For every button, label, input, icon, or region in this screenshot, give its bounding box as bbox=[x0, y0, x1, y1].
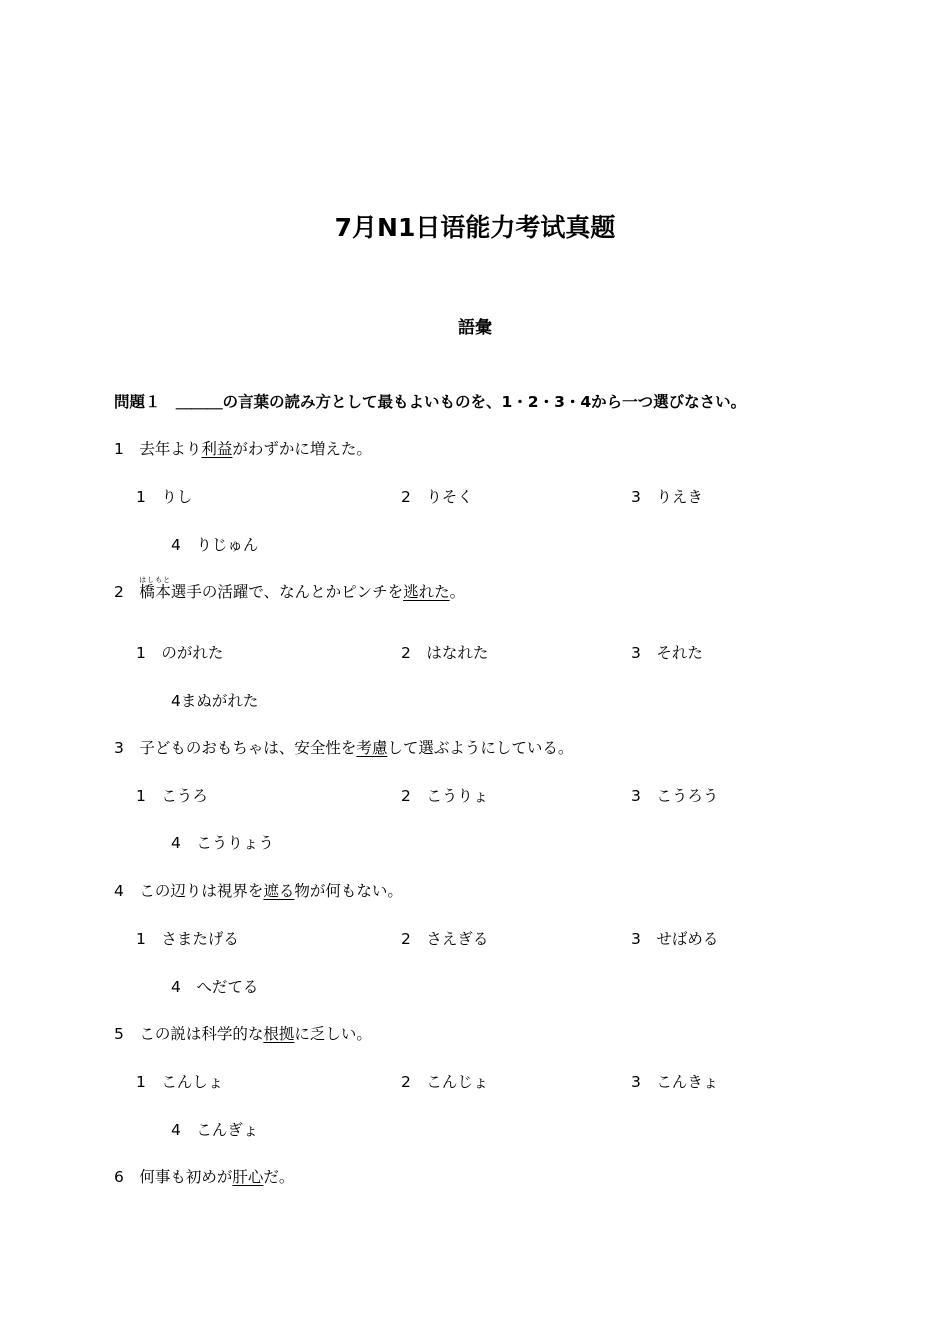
question-target-word: 根拠 bbox=[263, 1025, 295, 1043]
question-number: 2 bbox=[114, 583, 124, 601]
ruby-word bbox=[139, 576, 172, 601]
option-2: 2 はなれた bbox=[401, 644, 489, 662]
option-3: 3 こうろう bbox=[631, 787, 719, 805]
option-3: 3 りえき bbox=[631, 488, 703, 506]
option-1: 1 さまたげる bbox=[136, 930, 239, 948]
option-3: 3 こんきょ bbox=[631, 1073, 719, 1091]
question-text-after: だ。 bbox=[263, 1168, 295, 1186]
option-2: 2 さえぎる bbox=[401, 930, 489, 948]
option-1: 1 こんしょ bbox=[136, 1073, 224, 1091]
question-target-word: 利益 bbox=[201, 440, 233, 458]
option-2: 2 こんじょ bbox=[401, 1073, 489, 1091]
option-2: 2 こうりょ bbox=[401, 787, 489, 805]
question-4 bbox=[114, 879, 403, 901]
option-1: 1 のがれた bbox=[136, 644, 224, 662]
option-4: 4 りじゅん bbox=[171, 536, 259, 554]
question-number: 5 bbox=[114, 1025, 124, 1043]
option-3: 3 せばめる bbox=[631, 930, 719, 948]
question-text-before: この辺りは視界を bbox=[139, 882, 264, 900]
option-4: 4まぬがれた bbox=[171, 692, 259, 710]
question-text-before: 選手の活躍で、なんとかピンチを bbox=[170, 583, 404, 601]
option-4: 4 へだてる bbox=[171, 978, 259, 996]
question-target-word: 遮る bbox=[263, 882, 295, 900]
option-4: 4 こんぎょ bbox=[171, 1121, 259, 1139]
question-text-after: がわずかに増えた。 bbox=[232, 440, 372, 458]
ruby-reading: はしもと bbox=[139, 576, 172, 584]
option-1: 1 りし bbox=[136, 488, 193, 506]
option-2: 2 りそく bbox=[401, 488, 473, 506]
ruby-base: 橋本 bbox=[139, 583, 172, 601]
question-number: 6 bbox=[114, 1168, 124, 1186]
question-text-before: 子どものおもちゃは、安全性を bbox=[139, 739, 357, 757]
option-1: 1 こうろ bbox=[136, 787, 208, 805]
question-number: 4 bbox=[114, 882, 124, 900]
question-target-word: 逃れた bbox=[403, 583, 450, 601]
question-target-word: 考慮 bbox=[356, 739, 388, 757]
question-number: 3 bbox=[114, 739, 124, 757]
question-5 bbox=[114, 1022, 372, 1044]
option-3: 3 それた bbox=[631, 644, 703, 662]
instruction-text: 問題１ ＿＿＿の言葉の読み方として最もよいものを、1・2・3・4から一つ選びなさい。 bbox=[114, 393, 747, 411]
question-text-after: して選ぶようにしている。 bbox=[387, 739, 574, 757]
question-text-after: 。 bbox=[449, 583, 466, 601]
section-heading: 語彙 bbox=[458, 318, 492, 338]
question-text-before: 去年より bbox=[139, 440, 202, 458]
question-text-after: に乏しい。 bbox=[294, 1025, 372, 1043]
question-target-word: 肝心 bbox=[232, 1168, 264, 1186]
document-title: 7月N1日语能力考试真题 bbox=[334, 213, 616, 242]
question-3 bbox=[114, 736, 573, 758]
question-2 bbox=[114, 576, 465, 602]
question-text-before: この説は科学的な bbox=[139, 1025, 264, 1043]
question-text-before: 何事も初めが bbox=[139, 1168, 233, 1186]
question-text-after: 物が何もない。 bbox=[294, 882, 403, 900]
question-6 bbox=[114, 1165, 294, 1187]
option-4: 4 こうりょう bbox=[171, 834, 274, 852]
question-number: 1 bbox=[114, 440, 124, 458]
question-1 bbox=[114, 437, 372, 459]
